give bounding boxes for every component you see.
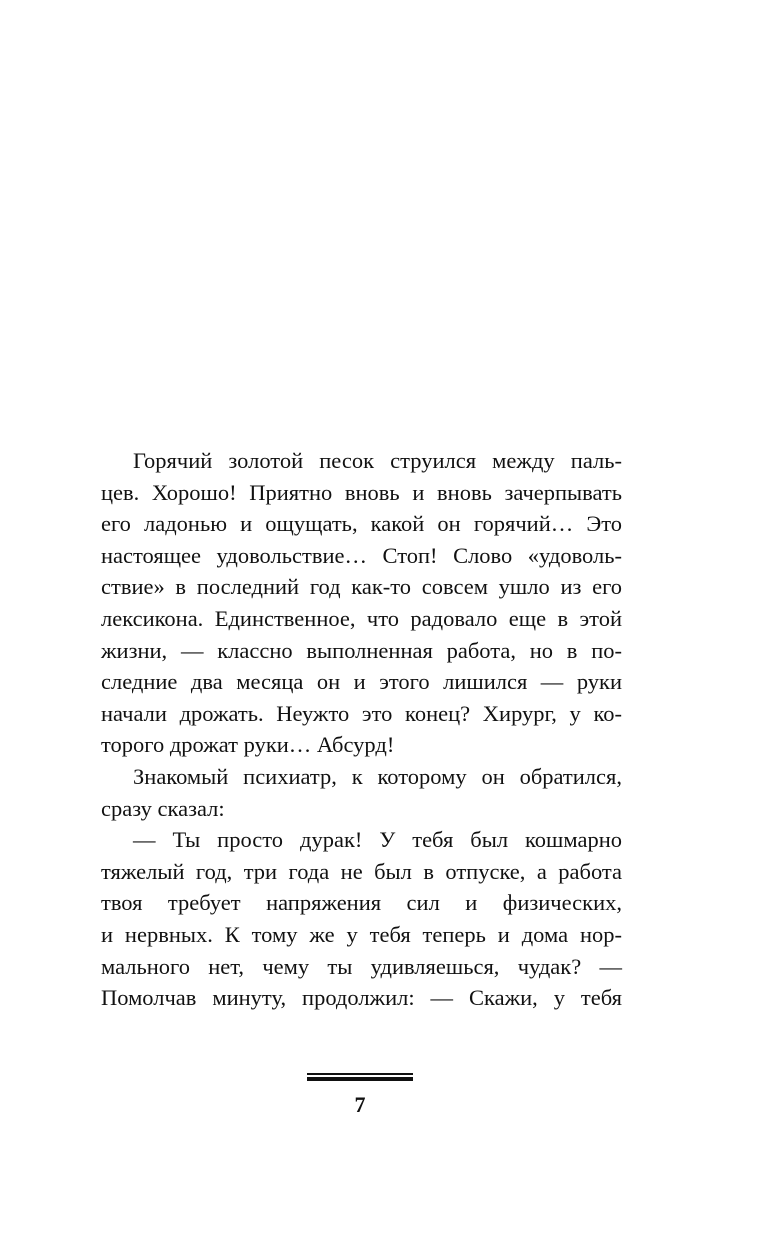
text-line: ствие» в последний год как-то совсем ушло из его xyxy=(101,574,622,600)
text-line: лексикона. Единственное, что радовало еще в этой xyxy=(101,605,622,631)
text-line: Горячий золотой песок струился между паль- xyxy=(133,448,622,473)
text-line: его ладонью и ощущать, какой он горячий… Это xyxy=(101,511,622,537)
text-line: и нервных. К тому же у тебя теперь и дома нор- xyxy=(101,921,622,947)
text-line: мального нет, чему ты удивляешься, чудак? — xyxy=(101,953,622,979)
body-text xyxy=(101,445,622,1014)
text-line: — Ты просто дурак! У тебя был кошмарно xyxy=(133,827,622,853)
text-line: начали дрожать. Неужто это конец? Хирург, у ко- xyxy=(101,700,622,726)
text-line: следние два месяца он и этого лишился — руки xyxy=(101,669,622,695)
text-line: настоящее удовольствие… Стоп! Слово «удоволь- xyxy=(101,542,622,568)
page-number: 7 xyxy=(354,1092,366,1117)
text-line: Знакомый психиатр, к которому он обратился, xyxy=(133,763,622,789)
text-line: тяжелый год, три года не был в отпуске, а работа xyxy=(101,858,622,884)
text-line: цев. Хорошо! Приятно вновь и вновь зачерпывать xyxy=(101,479,622,505)
text-line: Помолчав минуту, продолжил: — Скажи, у тебя xyxy=(101,985,622,1011)
text-line: сразу сказал: xyxy=(101,795,225,821)
text-line: торого дрожат руки… Абсурд! xyxy=(101,732,395,758)
text-line: твоя требует напряжения сил и физических, xyxy=(101,890,622,916)
footer-rule-thick xyxy=(307,1077,413,1081)
footer-rule-thin xyxy=(307,1073,413,1075)
text-line: жизни, — классно выполненная работа, но в по- xyxy=(101,637,622,663)
